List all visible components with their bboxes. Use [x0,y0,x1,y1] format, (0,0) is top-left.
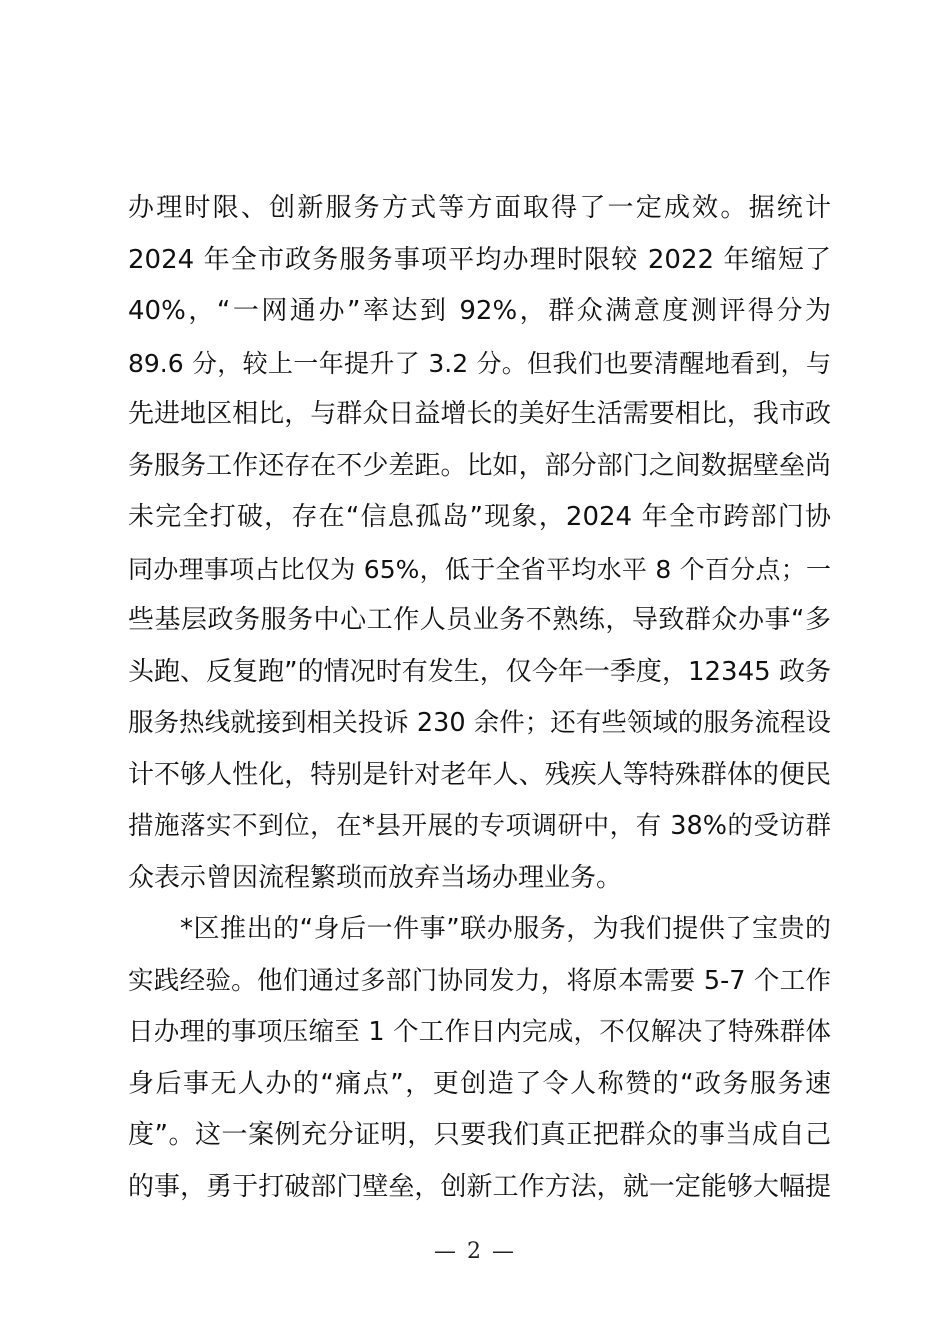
text-line: 办理时限、创新服务方式等方面取得了一定成效。据统计 [128,193,831,223]
text-line: 务服务工作还存在不少差距。比如，部分部门之间数据壁垒尚 [128,450,831,481]
page-number: — 2 — [434,1239,516,1264]
text-line: 的事，勇于打破部门壁垒，创新工作方法，就一定能够大幅提 [128,1171,831,1202]
paragraph-1 [128,183,831,904]
text-line: 89.6 分，较上一年提升了 3.2 分。但我们也要清醒地看到，与 [128,348,831,378]
document-body [128,183,831,1213]
text-line: 实践经验。他们通过多部门协同发力，将原本需要 5-7 个工作 [128,965,831,996]
text-line: 身后事无人办的“痛点”，更创造了令人称赞的“政务服务速 [128,1068,831,1099]
text-line: 度”。这一案例充分证明，只要我们真正把群众的事当成自己 [128,1120,831,1150]
text-line: 众表示曾因流程繁琐而放弃当场办理业务。 [128,862,623,893]
text-line: 些基层政务服务中心工作人员业务不熟练，导致群众办事“多 [128,605,831,635]
text-line: 措施落实不到位，在*县开展的专项调研中，有 38%的受访群 [128,811,831,841]
text-line: 日办理的事项压缩至 1 个工作日内完成，不仅解决了特殊群体 [128,1017,831,1047]
text-line: *区推出的“身后一件事”联办服务，为我们提供了宝贵的 [180,914,831,944]
text-line: 同办理事项占比仅为 65%，低于全省平均水平 8 个百分点；一 [128,554,831,584]
text-line: 头跑、反复跑”的情况时有发生，仅今年一季度，12345 政务 [128,656,831,687]
text-line: 计不够人性化，特别是针对老年人、残疾人等特殊群体的便民 [128,759,831,790]
paragraph-2 [128,904,831,1213]
text-line: 未完全打破，存在“信息孤岛”现象，2024 年全市跨部门协 [128,502,831,532]
text-line: 2024 年全市政务服务事项平均办理时限较 2022 年缩短了 [128,244,831,275]
text-line: 先进地区相比，与群众日益增长的美好生活需要相比，我市政 [128,399,831,429]
text-line: 40%，“一网通办”率达到 92%，群众满意度测评得分为 [128,296,831,326]
text-line: 服务热线就接到相关投诉 230 余件；还有些领域的服务流程设 [128,708,831,738]
